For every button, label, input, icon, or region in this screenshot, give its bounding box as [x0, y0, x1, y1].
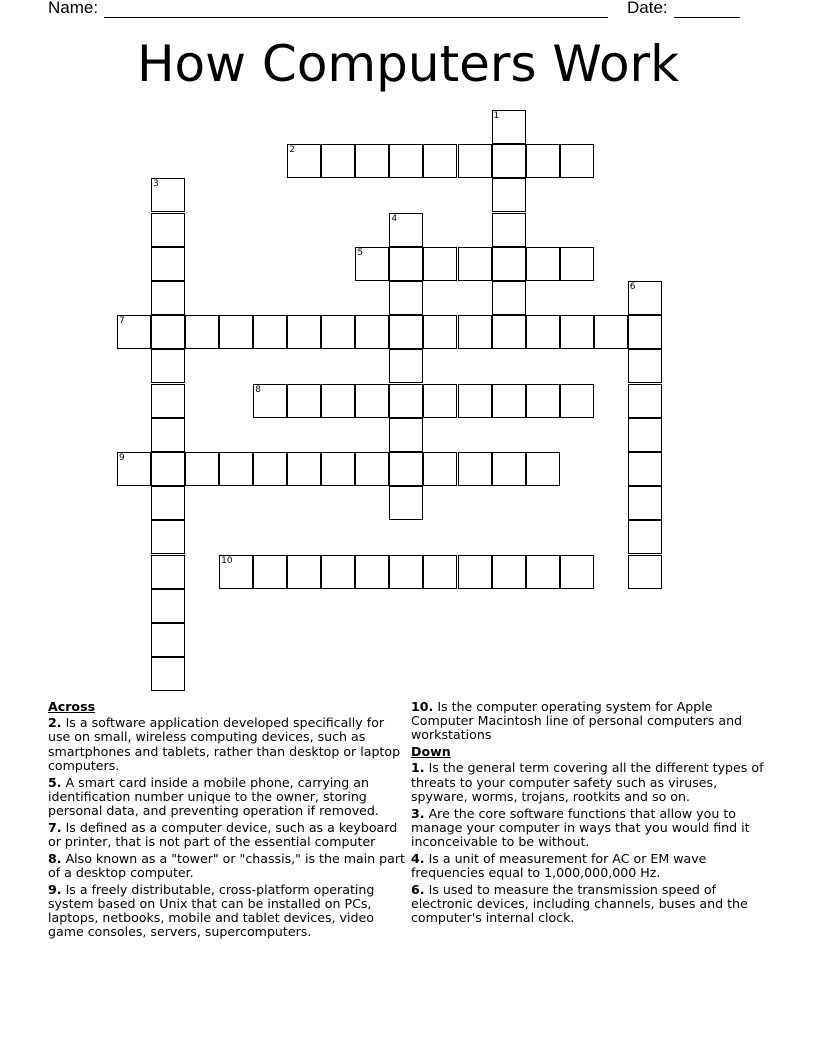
crossword-cell[interactable]	[321, 315, 355, 349]
crossword-cell[interactable]	[628, 555, 662, 589]
clue-text: A smart card inside a mobile phone, carrying an identification number unique to the owner, storing personal data, and preventing operation if removed.	[48, 774, 379, 819]
crossword-cell[interactable]	[355, 247, 389, 281]
crossword-cell[interactable]	[219, 452, 253, 486]
crossword-cell[interactable]	[628, 520, 662, 554]
crossword-cell[interactable]	[151, 384, 185, 418]
crossword-cell[interactable]	[287, 384, 321, 418]
across-clue	[48, 852, 410, 880]
crossword-cell[interactable]	[628, 349, 662, 383]
page-title: How Computers Work	[136, 35, 680, 93]
crossword-cell[interactable]	[458, 384, 492, 418]
clue-number: 6.	[411, 881, 425, 897]
crossword-cell[interactable]	[628, 486, 662, 520]
down-clue	[411, 761, 773, 804]
crossword-cell[interactable]	[151, 555, 185, 589]
crossword-cell[interactable]	[117, 452, 151, 486]
across-clue	[48, 776, 410, 819]
crossword-cell[interactable]	[492, 452, 526, 486]
crossword-cell[interactable]	[526, 555, 560, 589]
crossword-cell[interactable]	[628, 315, 662, 349]
crossword-cell[interactable]	[287, 452, 321, 486]
clue-number-3: 3	[153, 179, 159, 190]
crossword-cell[interactable]	[253, 315, 287, 349]
crossword-cell[interactable]	[560, 144, 594, 178]
crossword-cell[interactable]	[389, 486, 423, 520]
crossword-cell[interactable]	[492, 144, 526, 178]
clues-right-column	[411, 700, 773, 928]
crossword-cell[interactable]	[219, 555, 253, 589]
crossword-cell[interactable]	[458, 247, 492, 281]
across-clue-list	[48, 716, 410, 939]
crossword-cell[interactable]	[628, 384, 662, 418]
crossword-cell[interactable]	[526, 384, 560, 418]
down-clue	[411, 883, 773, 926]
crossword-cell[interactable]	[423, 452, 457, 486]
crossword-cell[interactable]	[423, 144, 457, 178]
across-clue-list-continued	[411, 700, 773, 743]
clue-text: Is a freely distributable, cross-platform operating system based on Unix that can be installed on PCs, laptops, netbooks, mobile and tablet devices, video game consoles, servers, supercomputers.	[48, 881, 375, 940]
clue-number: 5.	[48, 774, 62, 790]
crossword-cell[interactable]	[151, 418, 185, 452]
across-heading: Across	[48, 699, 96, 714]
clue-text: Are the core software functions that allow you to manage your computer in ways that you would find it inconceivable to be without.	[411, 805, 750, 850]
crossword-cell[interactable]	[560, 247, 594, 281]
crossword-cell[interactable]	[253, 384, 287, 418]
crossword-cell[interactable]	[287, 555, 321, 589]
crossword-cell[interactable]	[355, 555, 389, 589]
crossword-cell[interactable]	[151, 657, 185, 691]
crossword-cell[interactable]	[423, 247, 457, 281]
down-clue	[411, 852, 773, 880]
clue-number-1: 1	[493, 111, 500, 121]
crossword-cell[interactable]	[492, 315, 526, 349]
crossword-cell[interactable]	[560, 315, 594, 349]
clue-number: 3.	[411, 805, 425, 821]
crossword-cell[interactable]	[185, 315, 219, 349]
crossword-cell[interactable]	[117, 315, 151, 349]
clue-number: 9.	[48, 881, 62, 897]
crossword-cell[interactable]	[389, 555, 423, 589]
crossword-cell[interactable]	[253, 555, 287, 589]
crossword-cell[interactable]	[628, 281, 662, 315]
crossword-cell[interactable]	[526, 315, 560, 349]
crossword-cell[interactable]	[389, 349, 423, 383]
crossword-cell[interactable]	[151, 349, 185, 383]
clue-text: Also known as a "tower" or "chassis," is the main part of a desktop computer.	[48, 850, 405, 881]
crossword-cell[interactable]	[560, 384, 594, 418]
crossword-cell[interactable]	[389, 247, 423, 281]
crossword-cell[interactable]	[389, 315, 423, 349]
crossword-cell[interactable]	[151, 623, 185, 657]
name-label: Name:	[48, 0, 99, 17]
crossword-cell[interactable]	[355, 315, 389, 349]
crossword-cell[interactable]	[492, 178, 526, 212]
crossword-cell[interactable]	[526, 247, 560, 281]
crossword-cell[interactable]	[287, 144, 321, 178]
clue-text: Is the computer operating system for Apple Computer Macintosh line of personal computers and workstations	[411, 699, 743, 743]
crossword-cell[interactable]	[389, 213, 423, 247]
crossword-cell[interactable]	[389, 281, 423, 315]
down-heading: Down	[411, 744, 451, 760]
across-clue	[48, 821, 410, 849]
clue-text: Is the general term covering all the different types of threats to your computer safety such as viruses, spyware, worms, trojans, rootkits and so on.	[411, 760, 764, 804]
crossword-cell[interactable]	[423, 384, 457, 418]
clue-number-9: 9	[119, 453, 125, 463]
crossword-cell[interactable]	[389, 452, 423, 486]
clue-number: 2.	[48, 715, 62, 731]
crossword-cell[interactable]	[151, 315, 185, 349]
across-clue	[411, 700, 773, 743]
crossword-cell[interactable]	[423, 555, 457, 589]
clues-left-column	[48, 700, 410, 942]
across-clue	[48, 883, 410, 940]
clue-number: 8.	[48, 850, 62, 866]
across-clue	[48, 716, 410, 773]
clue-number-5: 5	[357, 247, 364, 258]
crossword-cell[interactable]	[151, 247, 185, 281]
crossword-cell[interactable]	[492, 281, 526, 315]
crossword-cell[interactable]	[355, 384, 389, 418]
crossword-cell[interactable]	[151, 452, 185, 486]
clue-number-8: 8	[255, 384, 261, 395]
date-label: Date:	[627, 0, 668, 17]
crossword-cell[interactable]	[389, 418, 423, 452]
clue-number-7: 7	[119, 316, 125, 327]
crossword-cell[interactable]	[458, 144, 492, 178]
crossword-cell[interactable]	[185, 452, 219, 486]
crossword-cell[interactable]	[492, 110, 526, 144]
crossword-cell[interactable]	[321, 555, 355, 589]
crossword-cell[interactable]	[389, 144, 423, 178]
crossword-cell[interactable]	[423, 315, 457, 349]
crossword-cell[interactable]	[321, 144, 355, 178]
crossword-cell[interactable]	[492, 384, 526, 418]
clue-number-6: 6	[629, 282, 636, 292]
clue-number: 4.	[411, 850, 425, 866]
crossword-cell[interactable]	[151, 486, 185, 520]
clue-number-4: 4	[391, 213, 398, 224]
crossword-cell[interactable]	[594, 315, 628, 349]
crossword-cell[interactable]	[151, 281, 185, 315]
crossword-cell[interactable]	[458, 315, 492, 349]
crossword-cell[interactable]	[355, 144, 389, 178]
clue-text: Is defined as a computer device, such as a keyboard or printer, that is not part of the essential computer	[48, 819, 398, 850]
clue-number: 1.	[411, 760, 425, 776]
crossword-cell[interactable]	[151, 589, 185, 623]
crossword-cell[interactable]	[151, 213, 185, 247]
crossword-cell[interactable]	[355, 452, 389, 486]
crossword-cell[interactable]	[458, 555, 492, 589]
crossword-cell[interactable]	[321, 452, 355, 486]
crossword-cell[interactable]	[628, 452, 662, 486]
crossword-cell[interactable]	[492, 213, 526, 247]
clue-number: 7.	[48, 819, 62, 835]
crossword-cell[interactable]	[492, 555, 526, 589]
crossword-cell[interactable]	[389, 384, 423, 418]
crossword-cell[interactable]	[628, 418, 662, 452]
crossword-cell[interactable]	[151, 178, 185, 212]
crossword-cell[interactable]	[151, 520, 185, 554]
crossword-cell[interactable]	[526, 452, 560, 486]
crossword-cell[interactable]	[219, 315, 253, 349]
clue-number: 10.	[411, 699, 434, 714]
crossword-cell[interactable]	[321, 384, 355, 418]
clue-text: Is a software application developed specifically for use on small, wireless computing devices, such as smartphones and tablets, rather than desktop or laptop computers.	[48, 715, 401, 773]
clue-text: Is used to measure the transmission speed of electronic devices, including channels, buses and the computer's internal clock.	[411, 881, 748, 926]
crossword-cell[interactable]	[526, 144, 560, 178]
down-clue-list	[411, 761, 773, 925]
clue-number-2: 2	[289, 145, 295, 156]
clue-text: Is a unit of measurement for AC or EM wave frequencies equal to 1,000,000,000 Hz.	[411, 850, 707, 881]
crossword-cell[interactable]	[458, 452, 492, 486]
down-clue	[411, 807, 773, 850]
crossword-cell[interactable]	[253, 452, 287, 486]
clue-number-10: 10	[221, 555, 233, 566]
crossword-cell[interactable]	[560, 555, 594, 589]
crossword-cell[interactable]	[492, 247, 526, 281]
crossword-cell[interactable]	[287, 315, 321, 349]
